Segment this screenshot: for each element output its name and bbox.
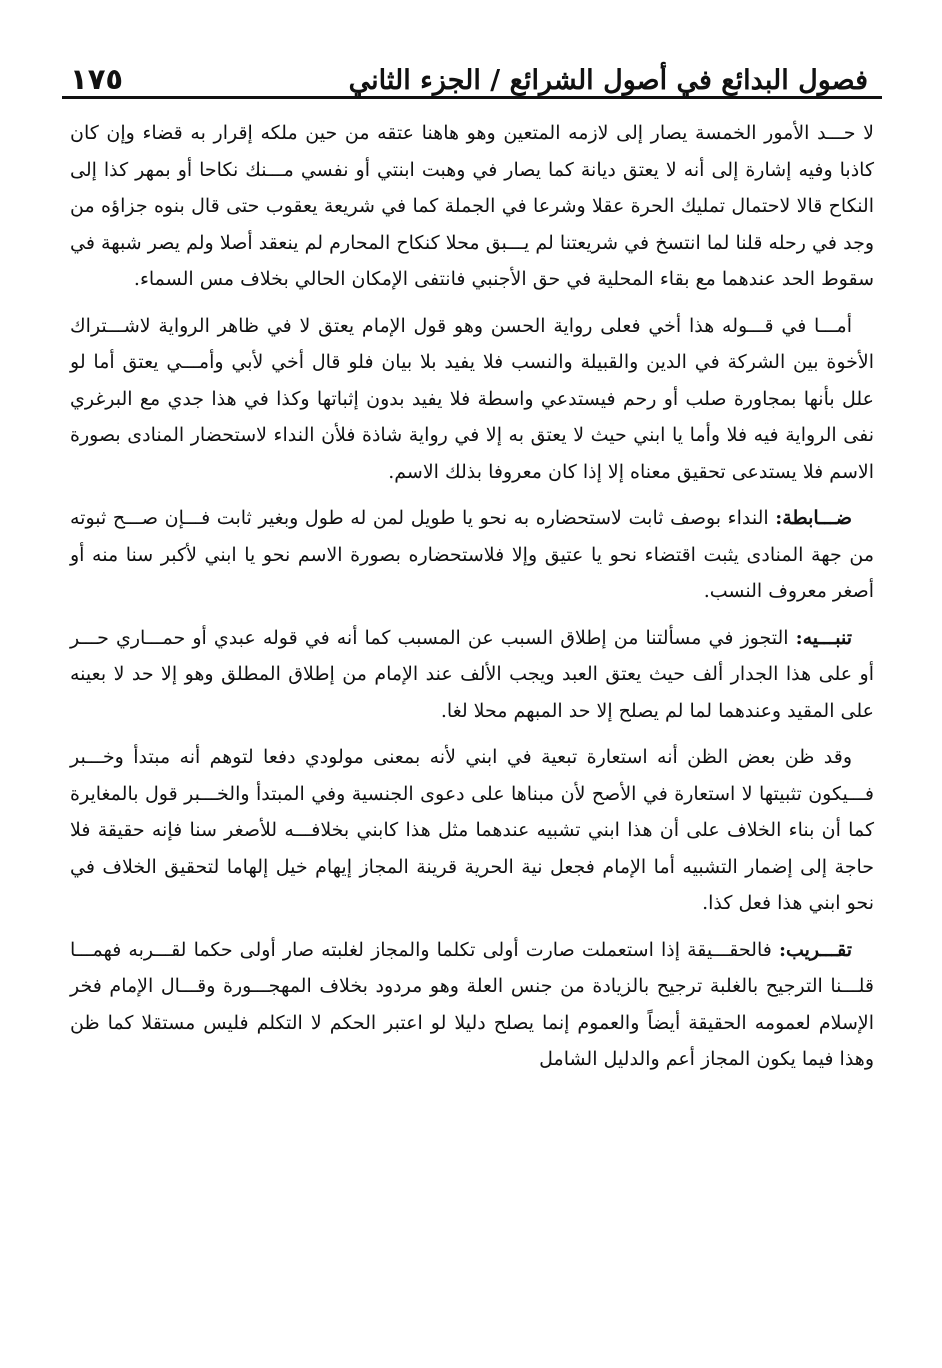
section-term-taqrib: تقـــريب: <box>778 938 852 961</box>
page-header <box>62 54 882 99</box>
paragraph-text: النداء بوصف ثابت لاستحضاره به نحو يا طويل لمن له طول وبغير ثابت فـــإن صـــح ثبوته من جهة المنادى يثبت اقتضاء نحو يا عتيق وإلا فلاستحضاره بصورة الاسم نحو يا ابني لأكبر سنا منه أو أصغر معروف النسب. <box>70 507 874 602</box>
section-term-tanbih: تنبـــيه: <box>795 626 852 649</box>
paragraph-text: فالحقـــيقة إذا استعملت صارت أولى تكلما والمجاز لغلبته صار أولى حكما لقـــربه فهمـــا قلـــنا الترجيح بالغلبة ترجيح بالزيادة من جنس العلة وهو مردود بخلاف المهجـــورة وقـــال الإمام فخر الإسلام لعمومه الحقيقة أيضاً والعموم إنما يصلح دليلا لو اعتبر الحكم لا التكلم فليس مستقلا كما ظن وهذا فيما يكون المجاز أعم والدليل الشامل <box>70 938 874 1070</box>
paragraph-text: التجوز في مسألتنا من إطلاق السبب عن المسبب كما أنه في قوله عبدي أو حمـــاري حـــر أو على هذا الجدار ألف حيث يعتق العبد ويجب الألف عند الإمام من إطلاق المطلق وهو إلا حد لا بعينه على المقيد وعندهما لما لم يصلح إلا حد المبهم محلا لغا. <box>70 626 874 722</box>
paragraph-text: أمـــا في قـــوله هذا أخي فعلى رواية الحسن وهو قول الإمام يعتق لا في ظاهر الرواية لاشـــتراك الأخوة بين الشركة في الدين والقبيلة والنسب فلا يفيد بلا بيان فلو قال أخي لأبي وأمـــي يعتق أما لو علل بأنها بمجاورة صلب أو رحم فيستدعي واسطة فلا يفيد بدون إثباتها وكذا في هذا جدي مع البرغري نفى الرواية فيه فلا وأما يا ابني حيث لا يعتق به إلا في رواية شاذة فلأن النداء لاستحضار المنادى بصورة الاسم فلا يستدعى تحقيق معناه إلا إذا كان معروفا بذلك الاسم. <box>70 314 874 483</box>
page-body <box>62 115 882 1078</box>
paragraph-3 <box>70 500 874 610</box>
paragraph-text: وقد ظن بعض الظن أنه استعارة تبعية في ابني لأنه بمعنى مولودي دفعا لتوهم أنه مبتدأ وخـــبر فـــيكون تثبيتها لا استعارة في الأصح لأن مبناها على دعوى الجنسية وفي المبتدأ والخـــبر قول بالمغايرة كما أن بناء الخلاف على أن هذا ابني تشبيه عندهما مثل هذا كابني بخلافـــه للأصغر سنا فإنه حقيقة فلا حاجة إلى إضمار التشبيه أما الإمام فجعل نية الحرية قرينة المجاز إيهام خيل إلهاما لتحقيق الخلاف في نحو ابني هذا فعل كذا. <box>70 746 874 914</box>
paragraph-5 <box>70 739 874 922</box>
paragraph-4 <box>70 620 874 730</box>
paragraph-6 <box>70 932 874 1078</box>
section-term-dabita: ضـــابطة: <box>775 507 852 529</box>
running-title: فصول البدائع في أصول الشرائع / الجزء الثاني <box>348 65 868 97</box>
paragraph-text: لا حـــد الأمور الخمسة يصار إلى لازمه المتعين وهو هاهنا عتقه من حين ملكه إقرار به قضاء وإن كان كاذبا وفيه إشارة إلى أنه لا يعتق ديانة كما يصار في وهبت ابنتي أو نفسي مـــنك نكاحا أو بمهر كذا إلى النكاح قالا لاحتمال تمليك الحرة عقلا وشرعا في الجملة كما في شريعة يعقوب حتى قال بنوه جزاؤه من وجد في رحله قلنا لما انتسخ في شريعتنا لم يـــبق محلا كنكاح المحارم لم ينعقد أصلا ولم يصر شبهة في سقوط الحد عندهما مع بقاء المحلية في حق الأجنبي فانتفى الإمكان الحالي بخلاف مس السماء. <box>70 122 874 290</box>
paragraph-2 <box>70 308 874 491</box>
paragraph-1 <box>70 115 874 298</box>
page-number: ١٧٥ <box>70 62 124 97</box>
